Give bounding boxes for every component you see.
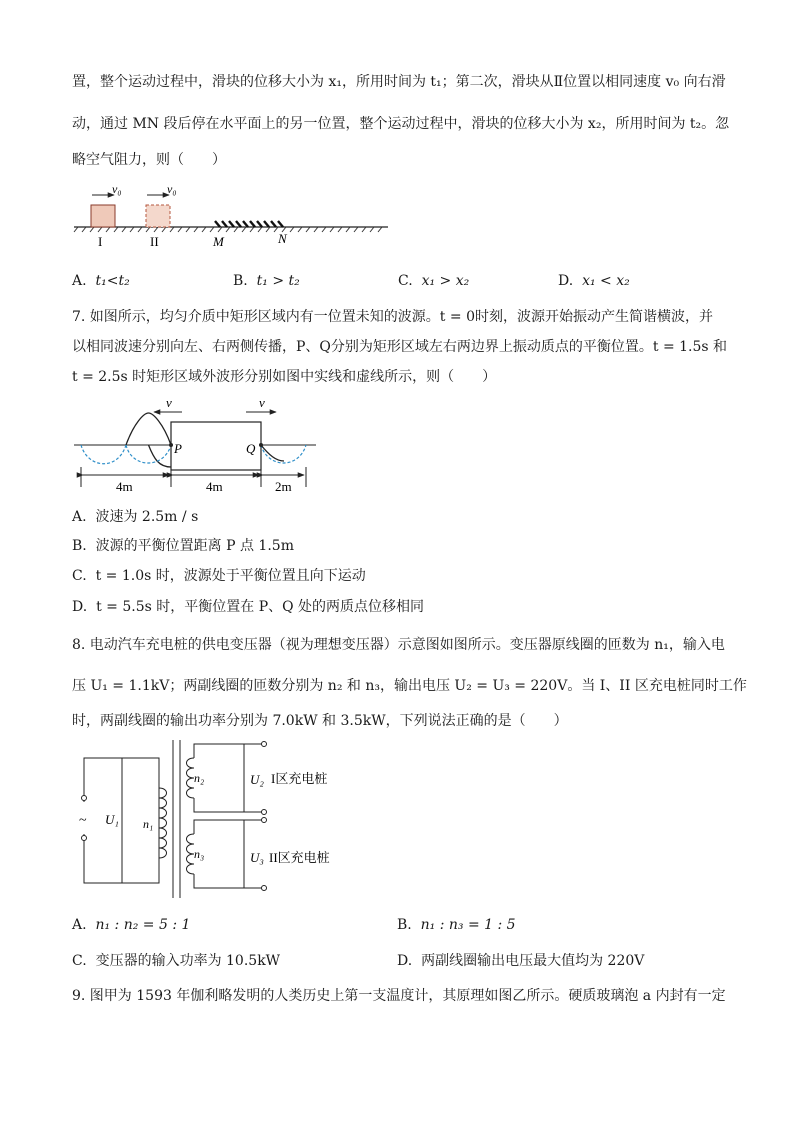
point-p bbox=[169, 443, 173, 447]
label-u1: U₁ bbox=[105, 812, 119, 827]
primary-coil bbox=[159, 788, 167, 858]
v-label-right: v bbox=[259, 395, 265, 410]
waveform-solid-left-lower bbox=[149, 445, 172, 467]
label-n1: n₁ bbox=[143, 817, 154, 831]
label-zone-ii: II区充电桩 bbox=[269, 850, 330, 865]
q8-text-line-1: 8. 电动汽车充电桩的供电变压器（视为理想变压器）示意图如图所示。变压器原线圈的匝数为 n₁，输入电 bbox=[72, 637, 725, 653]
point-q bbox=[259, 443, 263, 447]
q8-option-a[interactable]: A. n₁ : n₂ = 5 : 1 bbox=[72, 917, 191, 933]
dimension-label-3: 2m bbox=[275, 479, 292, 494]
q9-text-line-1: 9. 图甲为 1593 年伽利略发明的人类历史上第一支温度计，其原理如图乙所示。硬质玻璃泡 a 内封有一定 bbox=[72, 988, 726, 1004]
label-zone-i: I区充电桩 bbox=[271, 771, 328, 786]
waveform-solid-right bbox=[261, 445, 284, 461]
v0-label-ii: v₀ bbox=[167, 182, 177, 196]
q7-option-c[interactable]: C. t = 1.0s 时，波源处于平衡位置且向下运动 bbox=[72, 568, 366, 584]
waveform-dashed-left bbox=[81, 445, 126, 464]
q6-option-a[interactable]: A. t₁<t₂ bbox=[72, 273, 130, 289]
v0-label-i: v₀ bbox=[112, 182, 122, 196]
label-n: N bbox=[278, 231, 287, 246]
q6-text-line-2: 动，通过 MN 段后停在水平面上的另一位置，整个运动过程中，滑块的位移大小为 x₂，所用时间为 t₂。忽 bbox=[72, 116, 730, 132]
q6-text-line-3: 略空气阻力，则（ ） bbox=[72, 152, 226, 168]
dimension-label-1: 4m bbox=[116, 479, 133, 494]
ac-source-symbol: ~ bbox=[79, 813, 87, 828]
q7-option-a[interactable]: A. 波速为 2.5m / s bbox=[72, 509, 199, 525]
label-u3: U₃ bbox=[250, 850, 264, 865]
label-n2: n₂ bbox=[194, 771, 205, 785]
q7-text-line-1: 7. 如图所示，均匀介质中矩形区域内有一位置未知的波源。t = 0时刻，波源开始振动产生简谐横波，并 bbox=[72, 309, 713, 325]
v-label-left: v bbox=[166, 395, 172, 410]
label-position-i: I bbox=[98, 234, 103, 249]
q6-text-line-1: 置，整个运动过程中，滑块的位移大小为 x₁，所用时间为 t₁；第二次，滑块从Ⅱ位置以相同速度 v₀ 向右滑 bbox=[72, 74, 726, 90]
dimension-label-2: 4m bbox=[206, 479, 223, 494]
label-p: P bbox=[174, 441, 182, 456]
q6-option-c[interactable]: C. x₁ > x₂ bbox=[398, 273, 470, 289]
q8-text-line-2: 压 U₁ = 1.1kV；两副线圈的匝数分别为 n₂ 和 n₃，输出电压 U₂ = U₃ = 220V。当 I、II 区充电桩同时工作 bbox=[72, 678, 747, 694]
waveform-dashed-right bbox=[261, 445, 306, 463]
secondary-coil-n3 bbox=[187, 834, 195, 874]
label-m: M bbox=[213, 234, 224, 249]
q7-figure-wave bbox=[70, 395, 330, 497]
waveform-dashed-left-2 bbox=[126, 445, 171, 463]
q7-option-b[interactable]: B. 波源的平衡位置距离 P 点 1.5m bbox=[72, 538, 294, 554]
label-n3: n₃ bbox=[194, 847, 205, 861]
waveform-solid-left bbox=[126, 413, 171, 445]
q8-figure-transformer bbox=[72, 738, 372, 900]
q8-text-line-3: 时，两副线圈的输出功率分别为 7.0kW 和 3.5kW，下列说法正确的是（ ） bbox=[72, 713, 568, 729]
label-position-ii: II bbox=[150, 234, 159, 249]
rough-segment-mn bbox=[215, 221, 283, 227]
label-u2: U₂ bbox=[250, 772, 264, 787]
q7-text-line-2: 以相同波速分别向左、右两侧传播，P、Q分别为矩形区域左右两边界上振动质点的平衡位置。t = 1.5s 和 bbox=[72, 339, 728, 355]
block-position-ii bbox=[146, 205, 170, 227]
q8-option-b[interactable]: B. n₁ : n₃ = 1 : 5 bbox=[397, 917, 516, 933]
q8-option-c[interactable]: C. 变压器的输入功率为 10.5kW bbox=[72, 953, 281, 969]
ground-hatch bbox=[74, 227, 382, 232]
q6-figure-sliding-block bbox=[70, 180, 400, 252]
q6-option-d[interactable]: D. x₁ < x₂ bbox=[558, 273, 630, 289]
label-q: Q bbox=[246, 441, 256, 456]
q8-option-d[interactable]: D. 两副线圈输出电压最大值均为 220V bbox=[397, 953, 645, 969]
block-position-i bbox=[91, 205, 115, 227]
q7-option-d[interactable]: D. t = 5.5s 时，平衡位置在 P、Q 处的两质点位移相同 bbox=[72, 599, 425, 615]
q7-text-line-3: t = 2.5s 时矩形区域外波形分别如图中实线和虚线所示，则（ ） bbox=[72, 369, 497, 385]
q6-option-b[interactable]: B. t₁ > t₂ bbox=[233, 273, 300, 289]
secondary-coil-n2 bbox=[187, 758, 195, 798]
